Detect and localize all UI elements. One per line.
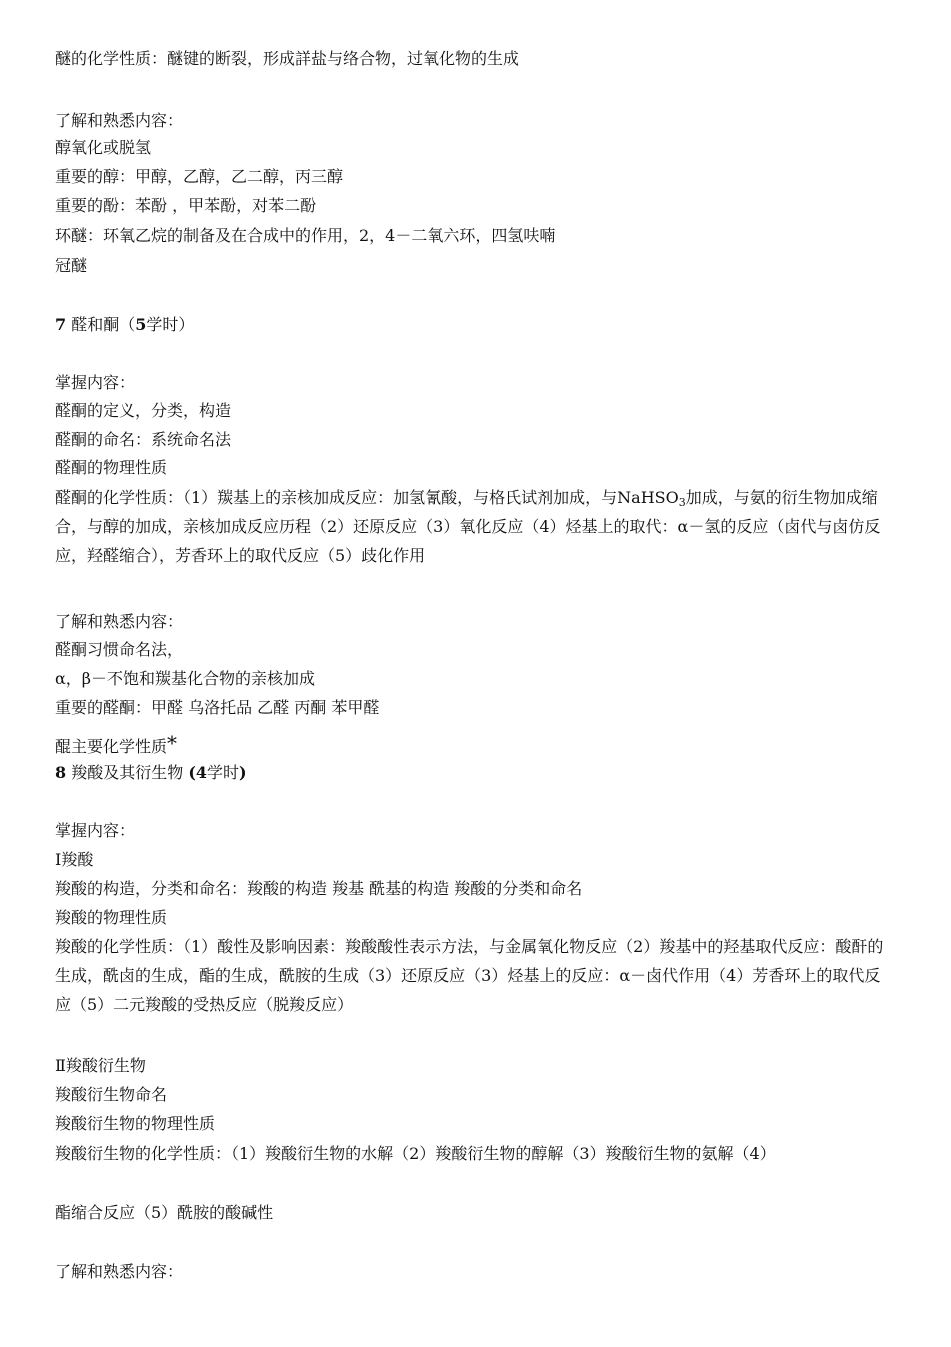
master-heading-7: 掌握内容： <box>55 373 136 392</box>
aldehyde-ketone-naming: 醛酮的命名：系统命名法 <box>55 430 232 449</box>
chapter-7-title-end: 学时） <box>146 315 195 334</box>
ester-condensation: 酯缩合反应（5）酰胺的酸碱性 <box>55 1203 274 1222</box>
chapter-7-hours: 5 <box>135 315 147 334</box>
aldehyde-ketone-definition: 醛酮的定义，分类，构造 <box>55 401 232 420</box>
chapter-7-title: 醛和酮（ <box>66 315 136 334</box>
important-phenols: 重要的酚：苯酚 ，甲苯酚，对苯二酚 <box>55 196 317 215</box>
derivative-naming: 羧酸衍生物命名 <box>55 1085 168 1104</box>
derivative-chemical: 羧酸衍生物的化学性质：（1）羧酸衍生物的水解（2）羧酸衍生物的醇解（3）羧酸衍生物的氨解（4） <box>55 1144 776 1163</box>
chapter-8-number: 8 <box>55 763 67 782</box>
derivative-physical: 羧酸衍生物的物理性质 <box>55 1114 216 1133</box>
quinone-text: 醌主要化学性质 <box>55 737 168 756</box>
part-2-derivatives: Ⅱ羧酸衍生物 <box>55 1056 146 1075</box>
chapter-8-heading <box>55 763 247 783</box>
common-naming: 醛酮习惯命名法， <box>55 640 184 659</box>
chapter-7-heading <box>55 315 194 335</box>
acid-physical: 羧酸的物理性质 <box>55 908 168 927</box>
acid-structure: 羧酸的构造，分类和命名：羧酸的构造 羧基 酰基的构造 羧酸的分类和命名 <box>55 879 583 898</box>
chapter-8-title-close: ) <box>239 763 247 782</box>
ether-chemical-properties: 醚的化学性质：醚键的断裂，形成詳盐与络合物，过氧化物的生成 <box>55 49 520 68</box>
chapter-8-title-unit: 学时 <box>207 763 240 782</box>
understand-heading-1: 了解和熟悉内容： <box>55 111 184 130</box>
chem-text-b: 加成，与氨的衍生物加成缩合，与醇的加成，亲核加成反应历程（2）还原反应（3）氧化反应（4）烃基上的取代：α－氢的反应（卤代与卤仿反应，羟醛缩合），芳香环上的取代反应（5）歧化作用 <box>55 488 881 565</box>
chapter-7-number: 7 <box>55 315 67 334</box>
understand-heading-7: 了解和熟悉内容： <box>55 612 184 631</box>
alcohol-oxidation: 醇氧化或脱氢 <box>55 138 152 157</box>
important-aldehydes-ketones: 重要的醛酮：甲醛 乌洛托品 乙醛 丙酮 苯甲醛 <box>55 698 380 717</box>
chapter-8-title: 羧酸及其衍生物 <box>66 763 189 782</box>
cyclic-ethers: 环醚：环氧乙烷的制备及在合成中的作用，2，4－二氧六环，四氢呋喃 <box>55 226 556 245</box>
crown-ethers: 冠醚 <box>55 256 88 275</box>
important-alcohols: 重要的醇：甲醇，乙醇，乙二醇，丙三醇 <box>55 167 344 186</box>
chem-text-a: 醛酮的化学性质：（1）羰基上的亲核加成反应：加氢氰酸，与格氏试剂加成，与NaHSO <box>55 488 679 507</box>
acid-chemical: 羧酸的化学性质：（1）酸性及影响因素：羧酸酸性表示方法，与金属氧化物反应（2）羧基中的羟基取代反应：酸酐的生成，酰卤的生成，酯的生成，酰胺的生成（3）还原反应（3）烃基上的反应：α－卤代作用（4）芳香环上的取代反应（5）二元羧酸的受热反应（脱羧反应） <box>55 937 884 1014</box>
master-heading-8: 掌握内容： <box>55 821 136 840</box>
aldehyde-ketone-chemical <box>55 483 895 570</box>
part-1-carboxylic-acids: Ⅰ羧酸 <box>55 850 94 869</box>
ab-unsaturated: α，β－不饱和羰基化合物的亲核加成 <box>55 669 316 688</box>
quinone-properties <box>55 733 177 757</box>
chem-subscript: 3 <box>678 496 686 509</box>
chapter-8-hours: (4 <box>188 763 208 782</box>
understand-heading-8: 了解和熟悉内容： <box>55 1262 184 1281</box>
star-mark: * <box>167 731 178 755</box>
aldehyde-ketone-physical: 醛酮的物理性质 <box>55 458 168 477</box>
